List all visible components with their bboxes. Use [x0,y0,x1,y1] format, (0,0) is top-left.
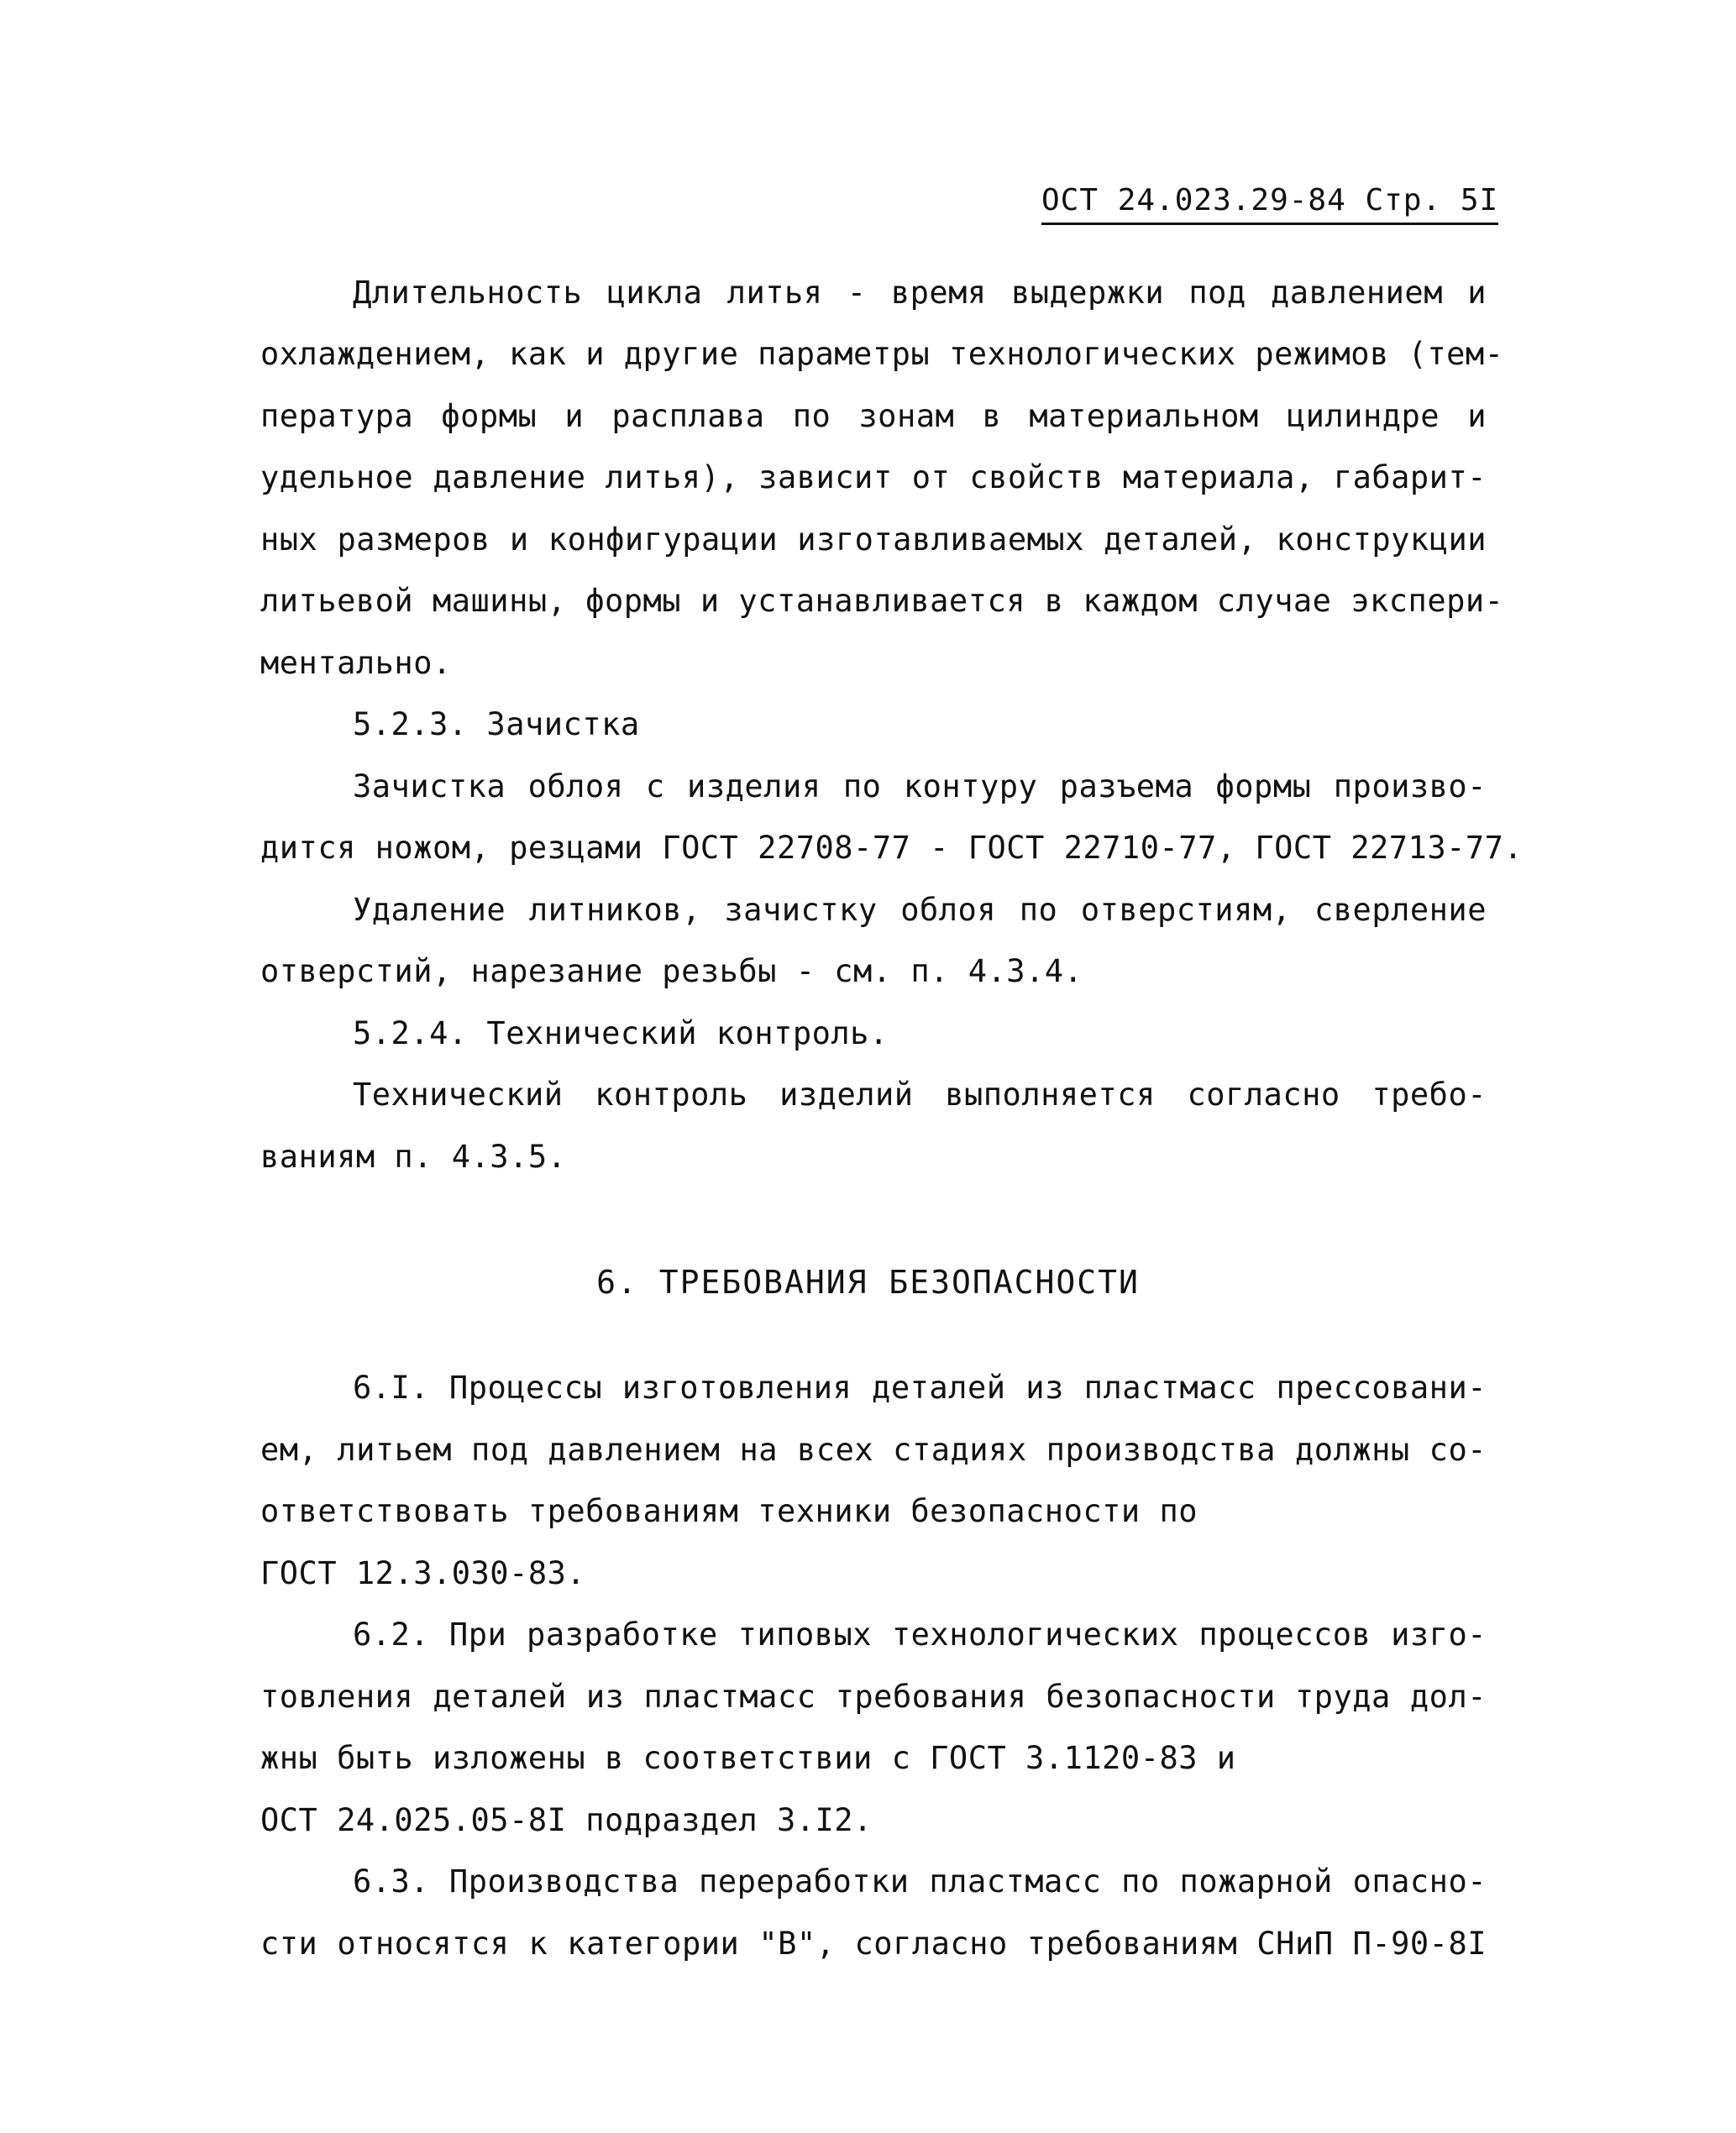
text-line: охлаждением, как и другие параметры технологических режимов (тем- [260,336,1504,372]
text-line: жны быть изложены в соответствии с ГОСТ 3.1120-83 и [260,1740,1236,1776]
text-line: ваниям п. 4.3.5. [260,1139,567,1175]
text-line: ответствовать требованиям техники безопасности по [260,1493,1198,1529]
section-title: 5.2.4. Технический контроль. [353,1015,889,1051]
text-line: Удаление литников, зачистку облоя по отверстиям, сверление [353,892,1487,928]
text-line: товления деталей из пластмасс требования безопасности труда дол- [260,1679,1487,1715]
section-title: 5.2.3. Зачистка [353,706,640,742]
text-line: пература формы и расплава по зонам в материальном цилиндре и [260,398,1487,434]
text-line: удельное давление литья), зависит от свойств материала, габарит- [260,459,1487,495]
chapter-heading: 6. ТРЕБОВАНИЯ БЕЗОПАСНОСТИ [596,1264,1140,1301]
text-line: ОСТ 24.025.05-8I подраздел 3.I2. [260,1802,873,1838]
text-line: дится ножом, резцами ГОСТ 22708-77 - ГОСТ 22710-77, ГОСТ 22713-77. [260,830,1524,866]
text-line: Зачистка облоя с изделия по контуру разъема формы произво- [353,768,1487,804]
text-line: литьевой машины, формы и устанавливается в каждом случае экспери- [260,583,1504,619]
text-line: ГОСТ 12.3.030-83. [260,1555,586,1591]
text-line: 6.2. При разработке типовых технологических процессов изго- [353,1617,1487,1653]
text-line: ных размеров и конфигурации изготавливаемых деталей, конструкции [260,521,1487,558]
text-line: ем, литьем под давлением на всех стадиях производства должны со- [260,1432,1487,1468]
text-line: ментально. [260,645,452,681]
text-line: отверстий, нарезание резьбы - см. п. 4.3.4. [260,953,1083,989]
text-line: Длительность цикла литья - время выдержки под давлением и [353,275,1487,311]
text-line: сти относятся к категории "В", согласно требованиям СНиП П-90-8I [260,1926,1487,1962]
text-line: Технический контроль изделий выполняется согласно требо- [353,1077,1487,1113]
text-line: 6.I. Процессы изготовления деталей из пластмасс прессовани- [353,1370,1487,1406]
text-line: 6.3. Производства переработки пластмасс по пожарной опасно- [353,1863,1487,1900]
page-header: ОСТ 24.023.29-84 Стр. 5I [1041,183,1498,225]
